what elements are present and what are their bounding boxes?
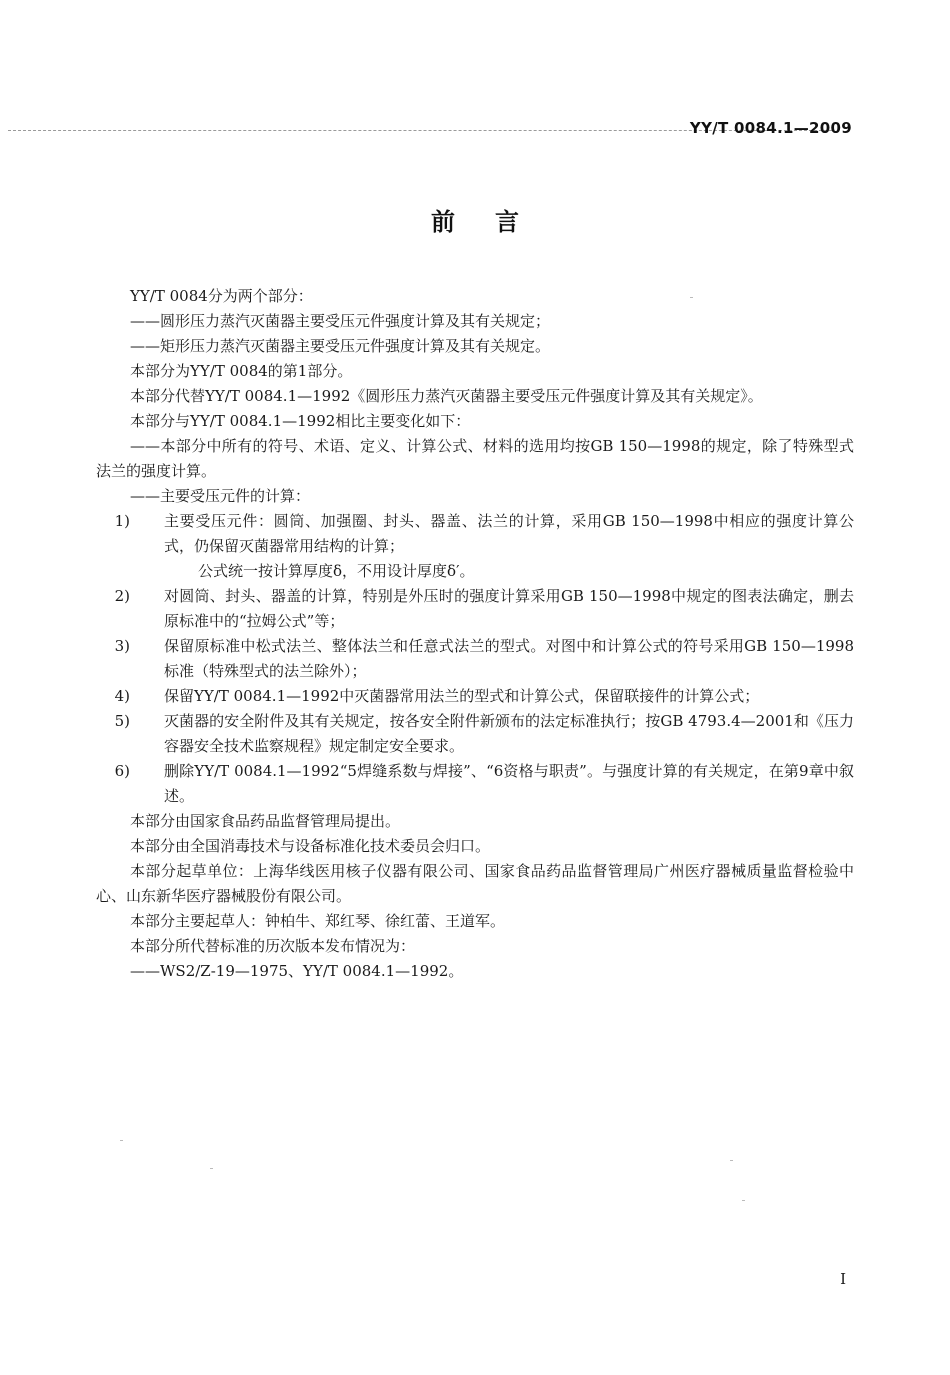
list-item [96, 509, 854, 559]
page-title: 前言 [431, 208, 559, 236]
list-item-number: 5) [114, 712, 130, 730]
list-item-text: 对圆筒、封头、器盖的计算，特别是外压时的强度计算采用GB 150—1998中规定的图表法确定，删去原标准中的“拉姆公式”等； [164, 587, 854, 630]
list-item-text: 保留YY/T 0084.1—1992中灭菌器常用法兰的型式和计算公式，保留联接件的计算公式； [164, 687, 760, 705]
list-item-number: 3) [114, 637, 130, 655]
list-item [96, 759, 854, 809]
paragraph: 本部分由全国消毒技术与设备标准化技术委员会归口。 [130, 837, 491, 855]
list-item-number: 1) [114, 512, 130, 530]
list-item-text: 保留原标准中松式法兰、整体法兰和任意式法兰的型式。对图中和计算公式的符号采用GB 150—1998标准（特殊型式的法兰除外）； [164, 637, 854, 680]
scan-speck [730, 1160, 733, 1161]
list-item-number: 6) [114, 762, 130, 780]
header-standard-id: YY/T 0084.1—2009 [689, 119, 852, 137]
paragraph: 本部分起草单位：上海华线医用核子仪器有限公司、国家食品药品监督管理局广州医疗器械质量监督检验中心、山东新华医疗器械股份有限公司。 [96, 862, 854, 905]
list-item-text: 灭菌器的安全附件及其有关规定，按各安全附件新颁布的法定标准执行；按GB 4793.4—2001和《压力容器安全技术监察规程》规定制定安全要求。 [164, 712, 854, 755]
list-item-text: 删除YY/T 0084.1—1992“5焊缝系数与焊接”、“6资格与职责”。与强度计算的有关规定，在第9章中叙述。 [164, 762, 854, 805]
list-item-text: 主要受压元件：圆筒、加强圈、封头、器盖、法兰的计算，采用GB 150—1998中相应的强度计算公式，仍保留灭菌器常用结构的计算； [164, 512, 854, 555]
scan-speck [210, 1168, 213, 1169]
paragraph: ——WS2/Z-19—1975、YY/T 0084.1—1992。 [130, 962, 464, 980]
list-item-number: 4) [114, 687, 130, 705]
paragraph: 本部分由国家食品药品监督管理局提出。 [130, 812, 401, 830]
scan-speck [690, 297, 693, 298]
paragraph: 本部分与YY/T 0084.1—1992相比主要变化如下： [130, 412, 471, 430]
paragraph: 本部分主要起草人：钟柏牛、郑红琴、徐红蕾、王道军。 [130, 912, 506, 930]
paragraph: ——主要受压元件的计算： [130, 487, 311, 505]
scan-speck [742, 1200, 745, 1201]
list-item [96, 684, 854, 709]
paragraph: ——圆形压力蒸汽灭菌器主要受压元件强度计算及其有关规定； [130, 312, 551, 330]
list-item [96, 709, 854, 759]
paragraph: 本部分为YY/T 0084的第1部分。 [130, 362, 353, 380]
list-item [96, 634, 854, 684]
page-number: I [840, 1270, 846, 1288]
list-item-subtext: 公式统一按计算厚度δ，不用设计厚度δ′。 [198, 562, 475, 580]
scan-speck [120, 1140, 123, 1141]
paragraph: ——本部分中所有的符号、术语、定义、计算公式、材料的选用均按GB 150—1998的规定，除了特殊型式法兰的强度计算。 [96, 437, 854, 480]
paragraph: 本部分所代替标准的历次版本发布情况为： [130, 937, 416, 955]
paragraph: YY/T 0084分为两个部分： [130, 287, 313, 305]
list-item [96, 584, 854, 634]
paragraph: 本部分代替YY/T 0084.1—1992《圆形压力蒸汽灭菌器主要受压元件强度计算及其有关规定》。 [130, 387, 763, 405]
foreword-body [96, 284, 854, 984]
paragraph: ——矩形压力蒸汽灭菌器主要受压元件强度计算及其有关规定。 [130, 337, 551, 355]
list-item-number: 2) [114, 587, 130, 605]
